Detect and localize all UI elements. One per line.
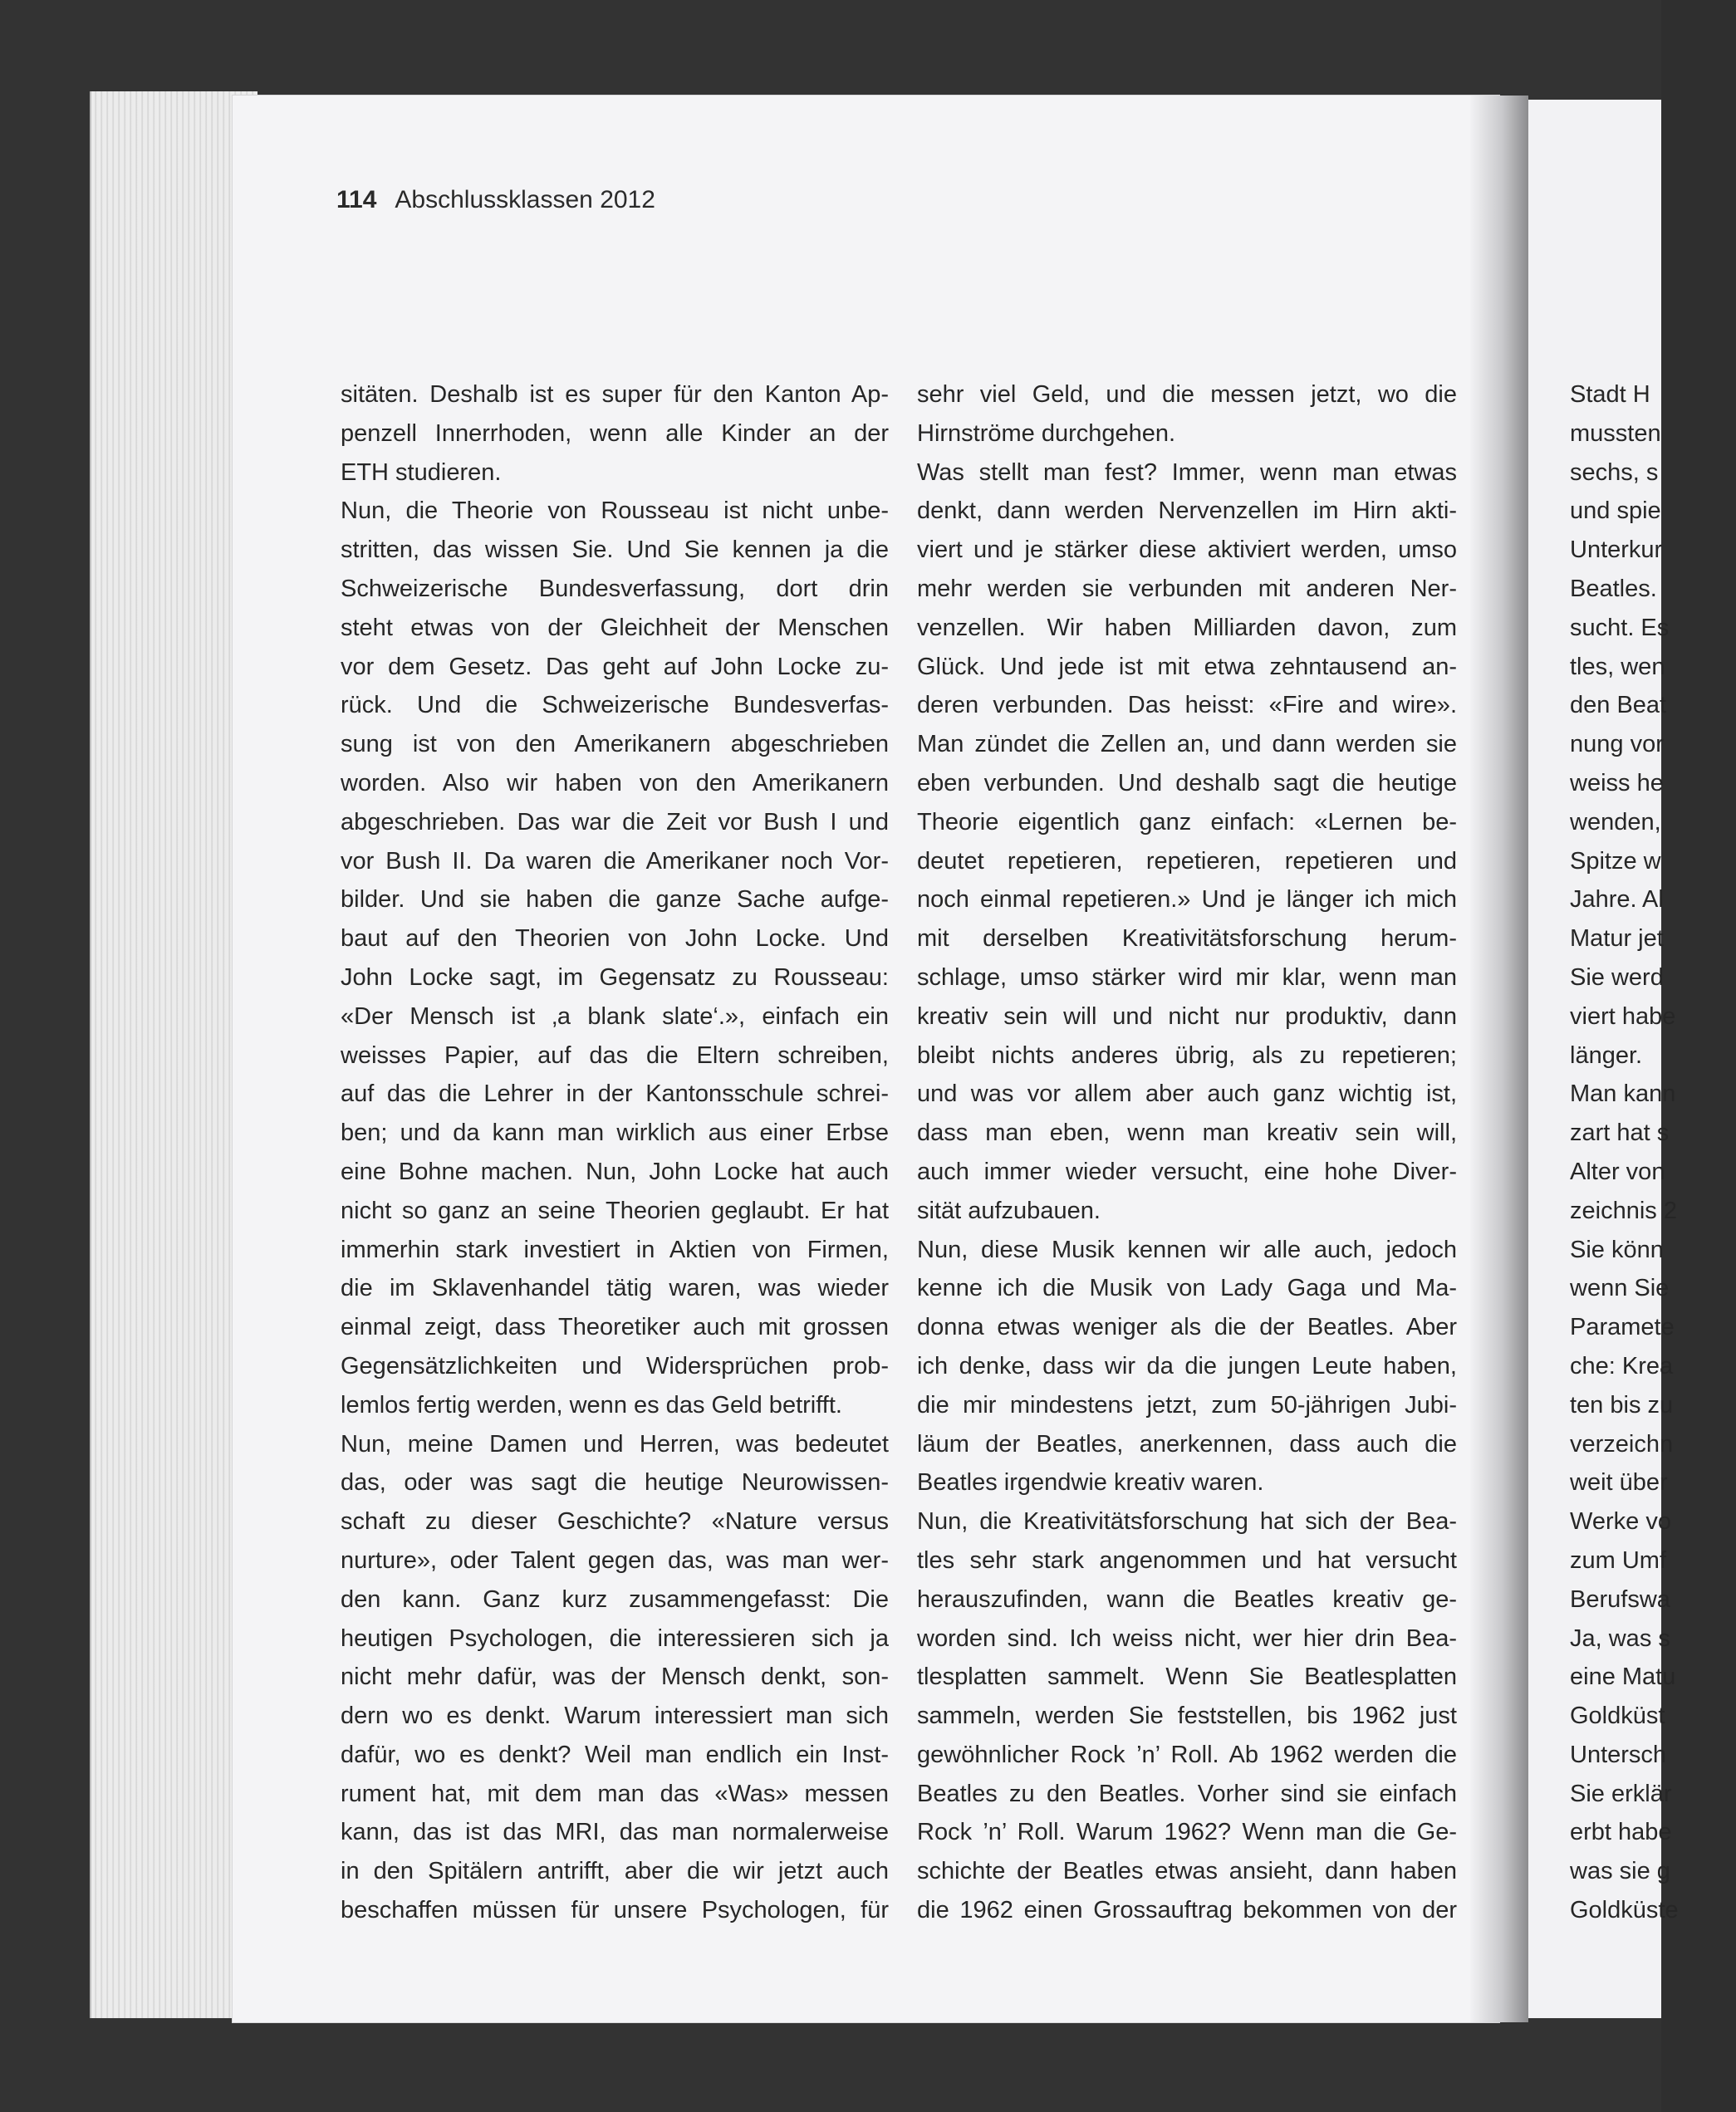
text-line: denkt, dann werden Nervenzellen im Hirn akti- [917, 497, 1457, 525]
text-line: wenden, [1570, 808, 1661, 835]
text-line: stritten, das wissen Sie. Und Sie kennen ja die [341, 537, 889, 564]
text-column-right [917, 375, 1457, 1930]
text-line: gewöhnlicher Rock ’n’ Roll. Ab 1962 werden die [917, 1741, 1457, 1768]
text-line: sucht. Es [1570, 614, 1670, 641]
text-line: Man kann [1570, 1081, 1676, 1108]
text-line: in den Spitälern antrifft, aber die wir jetzt auch [341, 1858, 889, 1885]
text-line: Spitze w [1570, 847, 1661, 875]
text-line: schaft zu dieser Geschichte? «Nature versus [341, 1508, 889, 1536]
text-line: tlesplatten sammelt. Wenn Sie Beatlesplatten [917, 1664, 1457, 1691]
page-number: 114 [336, 186, 377, 213]
text-line: sität aufzubauen. [917, 1197, 1101, 1224]
text-line: zum Umf [1570, 1546, 1666, 1574]
text-line: auch immer wieder versucht, eine hohe Diver- [917, 1158, 1457, 1185]
text-line: verzeichn [1570, 1430, 1674, 1458]
text-line: und was vor allem aber auch ganz wichtig ist, [917, 1081, 1457, 1108]
text-line: läum der Beatles, anerkennen, dass auch die [917, 1430, 1457, 1458]
text-line: ten bis zu [1570, 1391, 1674, 1419]
text-line: nicht mehr dafür, was der Mensch denkt, son- [341, 1664, 889, 1691]
text-line: nicht so ganz an seine Theorien geglaubt. Er hat [341, 1197, 889, 1224]
text-line: Nun, diese Musik kennen wir alle auch, jedoch [917, 1236, 1457, 1263]
text-line: Gegensätzlichkeiten und Widersprüchen prob- [341, 1352, 889, 1379]
text-line: kreativ sein will und nicht nur produktiv, dann [917, 1002, 1457, 1030]
text-line: Sie werd [1570, 963, 1664, 991]
text-line: venzellen. Wir haben Milliarden davon, zum [917, 614, 1457, 641]
text-line: Hirnströme durchgehen. [917, 419, 1176, 447]
text-line: «Der Mensch ist ‚a blank slate‘.», einfach ein [341, 1002, 889, 1030]
text-line: erbt habe [1570, 1819, 1672, 1846]
text-line: Schweizerische Bundesverfassung, dort drin [341, 575, 889, 602]
text-line: che: Krea [1570, 1352, 1674, 1379]
running-title: Abschlussklassen 2012 [395, 186, 655, 213]
text-line: den Beat [1570, 692, 1667, 719]
text-line: tles sehr stark angenommen und hat versucht [917, 1546, 1457, 1574]
text-line: rück. Und die Schweizerische Bundesverfas- [341, 692, 889, 719]
text-line: Berufswa [1570, 1585, 1670, 1613]
text-line: worden. Also wir haben von den Amerikanern [341, 769, 889, 796]
text-line: deutet repetieren, repetieren, repetieren und [917, 847, 1457, 875]
text-line: mehr werden sie verbunden mit anderen Ner- [917, 575, 1457, 602]
text-line: das, oder was sagt die heutige Neurowissen- [341, 1469, 889, 1497]
text-line: Goldküst [1570, 1703, 1665, 1730]
text-line: Jahre. Al [1570, 886, 1664, 914]
text-line: noch einmal repetieren.» Und je länger ich mich [917, 886, 1457, 914]
text-line: Unterkur [1570, 537, 1663, 564]
text-line: Matur jet [1570, 925, 1664, 953]
text-line: lemlos fertig werden, wenn es das Geld betrifft. [341, 1391, 842, 1419]
text-line: sammeln, werden Sie feststellen, bis 1962 just [917, 1703, 1457, 1730]
text-line: Beatles irgendwie kreativ waren. [917, 1469, 1264, 1497]
text-line: bilder. Und sie haben die ganze Sache aufge- [341, 886, 889, 914]
text-line: eine Bohne machen. Nun, John Locke hat auch [341, 1158, 889, 1185]
text-line: Nun, die Theorie von Rousseau ist nicht unbe- [341, 497, 889, 525]
text-line: sehr viel Geld, und die messen jetzt, wo die [917, 381, 1457, 408]
text-line: weisses Papier, auf das die Eltern schreiben, [341, 1041, 889, 1069]
text-line: den kann. Ganz kurz zusammengefasst: Die [341, 1585, 889, 1613]
text-line: Beatles. [1570, 575, 1657, 602]
text-line: beschaffen müssen für unsere Psychologen, für [341, 1897, 889, 1924]
text-line: deren verbunden. Das heisst: «Fire and wire». [917, 692, 1457, 719]
text-line: wenn Sie [1570, 1275, 1670, 1302]
text-line: John Locke sagt, im Gegensatz zu Rousseau: [341, 963, 889, 991]
text-line: viert habe [1570, 1002, 1676, 1030]
text-line: dass man eben, wenn man kreativ sein will, [917, 1120, 1457, 1147]
text-line: donna etwas weniger als die der Beatles. Aber [917, 1314, 1457, 1341]
text-line: mussten [1570, 419, 1661, 447]
text-line: Glück. Und jede ist mit etwa zehntausend an- [917, 653, 1457, 680]
text-line: nung vor [1570, 731, 1664, 758]
text-line: Rock ’n’ Roll. Warum 1962? Wenn man die Ge- [917, 1819, 1457, 1846]
text-line: die im Sklavenhandel tätig waren, was wieder [341, 1275, 889, 1302]
text-line: zeichnis 2 [1570, 1197, 1677, 1224]
text-line: heutigen Psychologen, die interessieren sich ja [341, 1624, 889, 1652]
text-line: weiss he [1570, 769, 1664, 796]
text-column-left [341, 375, 889, 1930]
text-line: nurture», oder Talent gegen das, was man wer- [341, 1546, 889, 1574]
text-line: Goldküste [1570, 1897, 1679, 1924]
book-gutter [1470, 96, 1528, 2022]
text-line: Nun, meine Damen und Herren, was bedeutet [341, 1430, 889, 1458]
text-line: ETH studieren. [341, 458, 502, 486]
text-line: baut auf den Theorien von John Locke. Und [341, 925, 889, 953]
text-line: Was stellt man fest? Immer, wenn man etwas [917, 458, 1457, 486]
text-line: die mir mindestens jetzt, zum 50-jährigen Jubi- [917, 1391, 1457, 1419]
text-line: ich denke, dass wir da die jungen Leute haben, [917, 1352, 1457, 1379]
text-line: steht etwas von der Gleichheit der Menschen [341, 614, 889, 641]
text-line: sitäten. Deshalb ist es super für den Kanton Ap- [341, 381, 889, 408]
running-head [336, 186, 655, 214]
text-line: penzell Innerrhoden, wenn alle Kinder an der [341, 419, 889, 447]
text-line: Ja, was s [1570, 1624, 1670, 1652]
text-line: schichte der Beatles etwas ansieht, dann haben [917, 1858, 1457, 1885]
text-line: schlage, umso stärker wird mir klar, wenn man [917, 963, 1457, 991]
text-line: Sie erklär [1570, 1780, 1672, 1807]
text-line: viert und je stärker diese aktiviert werden, umso [917, 537, 1457, 564]
text-line: ben; und da kann man wirklich aus einer Erbse [341, 1120, 889, 1147]
text-line: kann, das ist das MRI, das man normalerweise [341, 1819, 889, 1846]
text-line: zart hat s [1570, 1120, 1670, 1147]
text-line: sechs, s [1570, 458, 1659, 486]
text-line: vor dem Gesetz. Das geht auf John Locke zu- [341, 653, 889, 680]
text-line: Untersch [1570, 1741, 1667, 1768]
text-line: Alter von [1570, 1158, 1665, 1185]
text-line: Werke vo [1570, 1508, 1671, 1536]
text-line: worden sind. Ich weiss nicht, wer hier drin Bea- [917, 1624, 1457, 1652]
text-line: einmal zeigt, dass Theoretiker auch mit grossen [341, 1314, 889, 1341]
text-line: Stadt H [1570, 381, 1650, 408]
text-line: die 1962 einen Grossauftrag bekommen von der [917, 1897, 1457, 1924]
text-line: bleibt nichts anderes übrig, als zu repetieren; [917, 1041, 1457, 1069]
text-line: tles, wen [1570, 653, 1665, 680]
text-line: abgeschrieben. Das war die Zeit vor Bush I und [341, 808, 889, 835]
text-line: länger. [1570, 1041, 1643, 1069]
text-line: Man zündet die Zellen an, und dann werden sie [917, 731, 1457, 758]
text-line: dern wo es denkt. Warum interessiert man sich [341, 1703, 889, 1730]
text-line: mit derselben Kreativitätsforschung herum- [917, 925, 1457, 953]
text-line: herauszufinden, wann die Beatles kreativ ge- [917, 1585, 1457, 1613]
text-line: Sie könn [1570, 1236, 1664, 1263]
text-line: auf das die Lehrer in der Kantonsschule schrei- [341, 1081, 889, 1108]
text-line: Nun, die Kreativitätsforschung hat sich der Bea- [917, 1508, 1457, 1536]
text-line: Beatles zu den Beatles. Vorher sind sie einfach [917, 1780, 1457, 1807]
text-line: was sie g [1570, 1858, 1670, 1885]
text-line: Theorie eigentlich ganz einfach: «Lernen be- [917, 808, 1457, 835]
text-line: rument hat, mit dem man das «Was» messen [341, 1780, 889, 1807]
text-line: weit über [1570, 1469, 1668, 1497]
text-line: eine Matu [1570, 1664, 1676, 1691]
text-line: kenne ich die Musik von Lady Gaga und Ma- [917, 1275, 1457, 1302]
text-line: und spie [1570, 497, 1661, 525]
text-line: Paramete [1570, 1314, 1675, 1341]
text-column-next-page [1570, 375, 1736, 1930]
text-line: vor Bush II. Da waren die Amerikaner noch Vor- [341, 847, 889, 875]
text-line: dafür, wo es denkt? Weil man endlich ein Inst- [341, 1741, 889, 1768]
text-line: eben verbunden. Und deshalb sagt die heutige [917, 769, 1457, 796]
text-line: sung ist von den Amerikanern abgeschrieben [341, 731, 889, 758]
text-line: immerhin stark investiert in Aktien von Firmen, [341, 1236, 889, 1263]
